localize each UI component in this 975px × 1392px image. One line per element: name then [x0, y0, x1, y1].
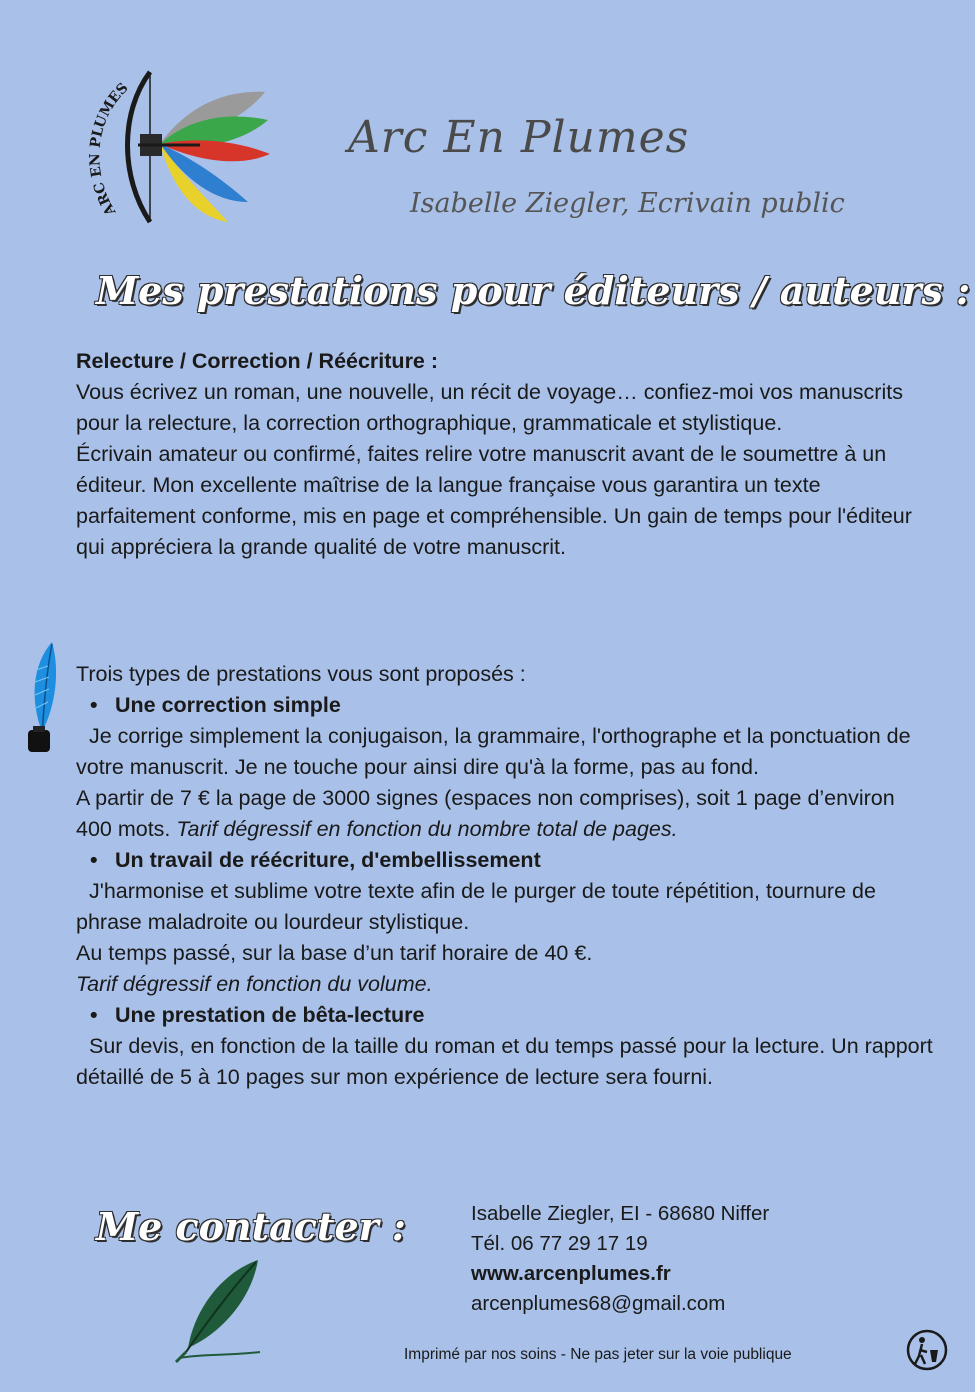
svg-text:ARC EN PLUMES — [87, 80, 131, 219]
contact-email[interactable]: arcenplumes68@gmail.com — [471, 1292, 726, 1315]
logo-text: ARC EN PLUMES — [87, 80, 132, 219]
service-title-correction: • Une correction simple — [76, 690, 936, 721]
brand-title: Arc En Plumes — [348, 112, 690, 163]
section-heading: Relecture / Correction / Réécriture : — [76, 349, 439, 373]
paragraph-benefits: Écrivain amateur ou confirmé, faites relire votre manuscrit avant de le soumettre à un éditeur. Mon excellente maîtrise de la langue française vous garantira un texte parfaitement conforme, mis en page et compréhensible. Un gain de temps pour l'éditeur qui appréciera la grande qualité de votre manuscrit. — [76, 442, 912, 559]
service-note-reecriture: Tarif dégressif en fonction du volume. — [76, 972, 433, 996]
brand-subtitle: Isabelle Ziegler, Ecrivain public — [410, 188, 845, 219]
feather-bow-logo-icon — [80, 62, 280, 232]
main-heading: Mes prestations pour éditeurs / auteurs : — [96, 268, 971, 313]
contact-website[interactable]: www.arcenplumes.fr — [471, 1262, 671, 1285]
contact-heading: Me contacter : — [96, 1204, 406, 1249]
contact-phone[interactable]: Tél. 06 77 29 17 19 — [471, 1232, 648, 1255]
service-price-reecriture: Au temps passé, sur la base d’un tarif horaire de 40 €. — [76, 941, 593, 965]
price-note: Tarif dégressif en fonction du nombre total de pages. — [176, 817, 678, 841]
price-text: A partir de 7 € la page de 3000 signes (espaces non comprises), soit 1 page d’environ 400 mots. — [76, 786, 895, 841]
green-quill-icon — [170, 1256, 270, 1366]
service-desc-beta: Sur devis, en fonction de la taille du roman et du temps passé pour la lecture. Un rapport détaillé de 5 à 10 pages sur mon expérience de lecture sera fourni. — [76, 1034, 933, 1089]
service-price-correction — [76, 783, 936, 845]
section-relecture — [76, 346, 936, 563]
recycle-bin-icon — [905, 1328, 949, 1372]
section-prestations — [76, 659, 936, 1093]
services-intro: Trois types de prestations vous sont proposés : — [76, 662, 526, 686]
service-desc-reecriture: J'harmonise et sublime votre texte afin de le purger de toute répétition, tournure de phrase maladroite ou lourdeur stylistique. — [76, 879, 876, 934]
service-desc-correction: Je corrige simplement la conjugaison, la grammaire, l'orthographe et la ponctuation de votre manuscrit. Je ne touche pour ainsi dire qu'à la forme, pas au fond. — [76, 724, 911, 779]
footer-notice: Imprimé par nos soins - Ne pas jeter sur la voie publique — [404, 1346, 792, 1363]
contact-block — [471, 1199, 769, 1319]
blue-quill-inkwell-icon — [22, 640, 64, 755]
service-title-reecriture: • Un travail de réécriture, d'embellissement — [76, 845, 936, 876]
paragraph-intro: Vous écrivez un roman, une nouvelle, un récit de voyage… confiez-moi vos manuscrits pour la relecture, la correction orthographique, grammaticale et stylistique. — [76, 380, 903, 435]
service-title-beta: • Une prestation de bêta-lecture — [76, 1000, 936, 1031]
contact-address: Isabelle Ziegler, EI - 68680 Niffer — [471, 1202, 770, 1225]
